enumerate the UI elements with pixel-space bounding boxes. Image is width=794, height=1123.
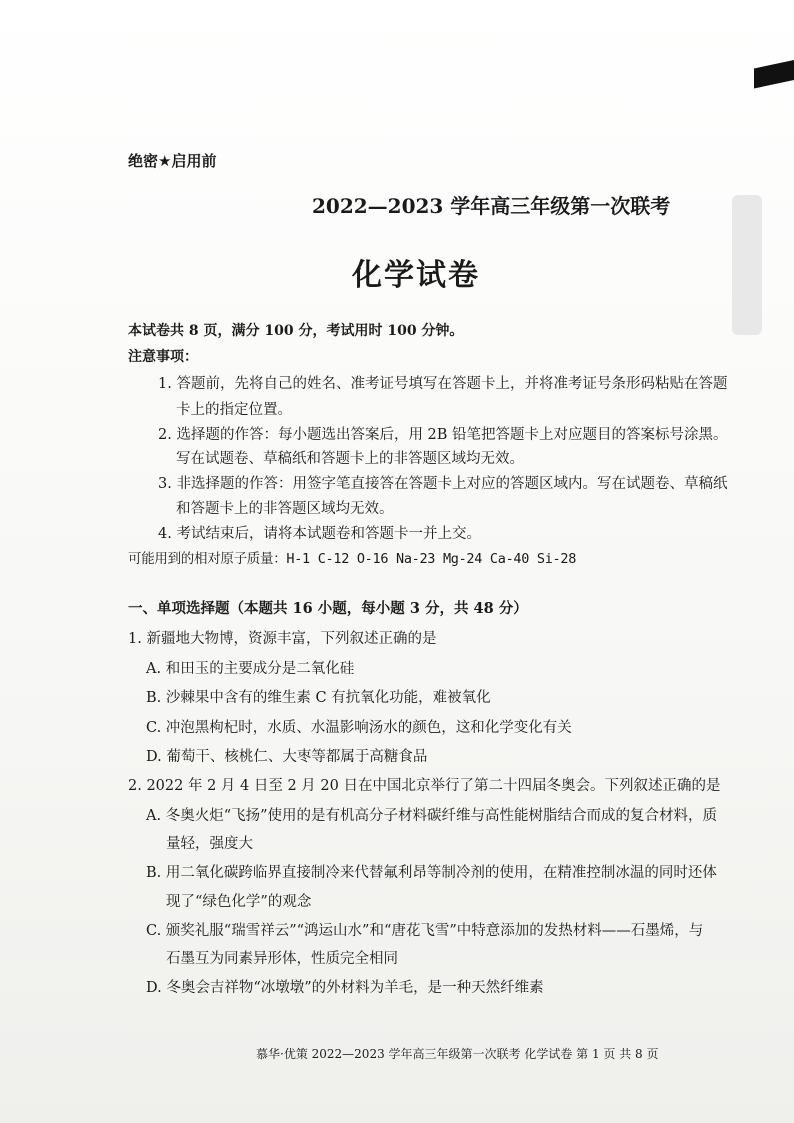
- notice-item-1-cont: 卡上的指定位置。: [176, 402, 292, 418]
- question-2-option-a: A. 冬奥火炬“飞扬”使用的是有机高分子材料碳纤维与高性能树脂结合而成的复合材料，质: [146, 808, 718, 824]
- question-1-option-d: D. 葡萄干、核桃仁、大枣等都属于高糖食品: [146, 749, 428, 765]
- notice-item-1: 1. 答题前，先将自己的姓名、准考证号填写在答题卡上，并将准考证号条形码粘贴在答题: [158, 376, 728, 392]
- exam-title: 2022—2023 学年高三年级第一次联考: [312, 194, 671, 218]
- question-1-stem: 1. 新疆地大物博，资源丰富，下列叙述正确的是: [128, 631, 437, 647]
- question-2-option-d: D. 冬奥会吉祥物“冰墩墩”的外材料为羊毛，是一种天然纤维素: [146, 980, 544, 996]
- question-2-option-a-cont: 量轻，强度大: [166, 836, 253, 852]
- question-1-option-c: C. 冲泡黑枸杞时，水质、水温影响汤水的颜色，这和化学变化有关: [146, 720, 572, 736]
- atomic-masses: 可能用到的相对原子质量：H-1 C-12 O-16 Na-23 Mg-24 Ca-40 Si-28: [128, 551, 577, 567]
- page-footer: 慕华·优策 2022—2023 学年高三年级第一次联考 化学试卷 第 1 页 共 8 页: [256, 1047, 659, 1061]
- question-2-option-b: B. 用二氧化碳跨临界直接制冷来代替氟利昂等制冷剂的使用，在精准控制冰温的同时还体: [146, 865, 717, 881]
- exam-intro: 本试卷共 8 页，满分 100 分，考试用时 100 分钟。: [128, 323, 464, 339]
- notice-title: 注意事项：: [128, 349, 198, 365]
- notice-item-3: 3. 非选择题的作答：用签字笔直接答在答题卡上对应的答题区域内。写在试题卷、草稿纸: [158, 476, 728, 492]
- notice-item-2: 2. 选择题的作答：每小题选出答案后，用 2B 铅笔把答题卡上对应题目的答案标号涂黑。: [158, 427, 728, 443]
- question-1-option-a: A. 和田玉的主要成分是二氧化硅: [146, 661, 355, 677]
- notice-item-2-cont: 写在试题卷、草稿纸和答题卡上的非答题区域均无效。: [176, 451, 524, 467]
- confidential-label: 绝密★启用前: [128, 152, 217, 170]
- notice-item-4: 4. 考试结束后，请将本试题卷和答题卡一并上交。: [158, 526, 481, 542]
- section-heading: 一、单项选择题（本题共 16 小题，每小题 3 分，共 48 分）: [128, 600, 528, 617]
- redaction-smudge: [732, 195, 762, 335]
- page-corner-shadow: [754, 60, 794, 89]
- notice-item-3-cont: 和答题卡上的非答题区域均无效。: [176, 501, 394, 517]
- question-2-option-c-cont: 石墨互为同素异形体，性质完全相同: [166, 951, 398, 967]
- question-2-stem: 2. 2022 年 2 月 4 日至 2 月 20 日在中国北京举行了第二十四届冬奥会。下列叙述正确的是: [128, 778, 721, 794]
- question-1-option-b: B. 沙棘果中含有的维生素 C 有抗氧化功能，难被氧化: [146, 690, 491, 706]
- subject-title: 化学试卷: [352, 258, 480, 293]
- question-2-option-c: C. 颁奖礼服“瑞雪祥云”“鸿运山水”和“唐花飞雪”中特意添加的发热材料——石墨烯，与: [146, 923, 704, 939]
- question-2-option-b-cont: 现了“绿色化学”的观念: [166, 894, 312, 910]
